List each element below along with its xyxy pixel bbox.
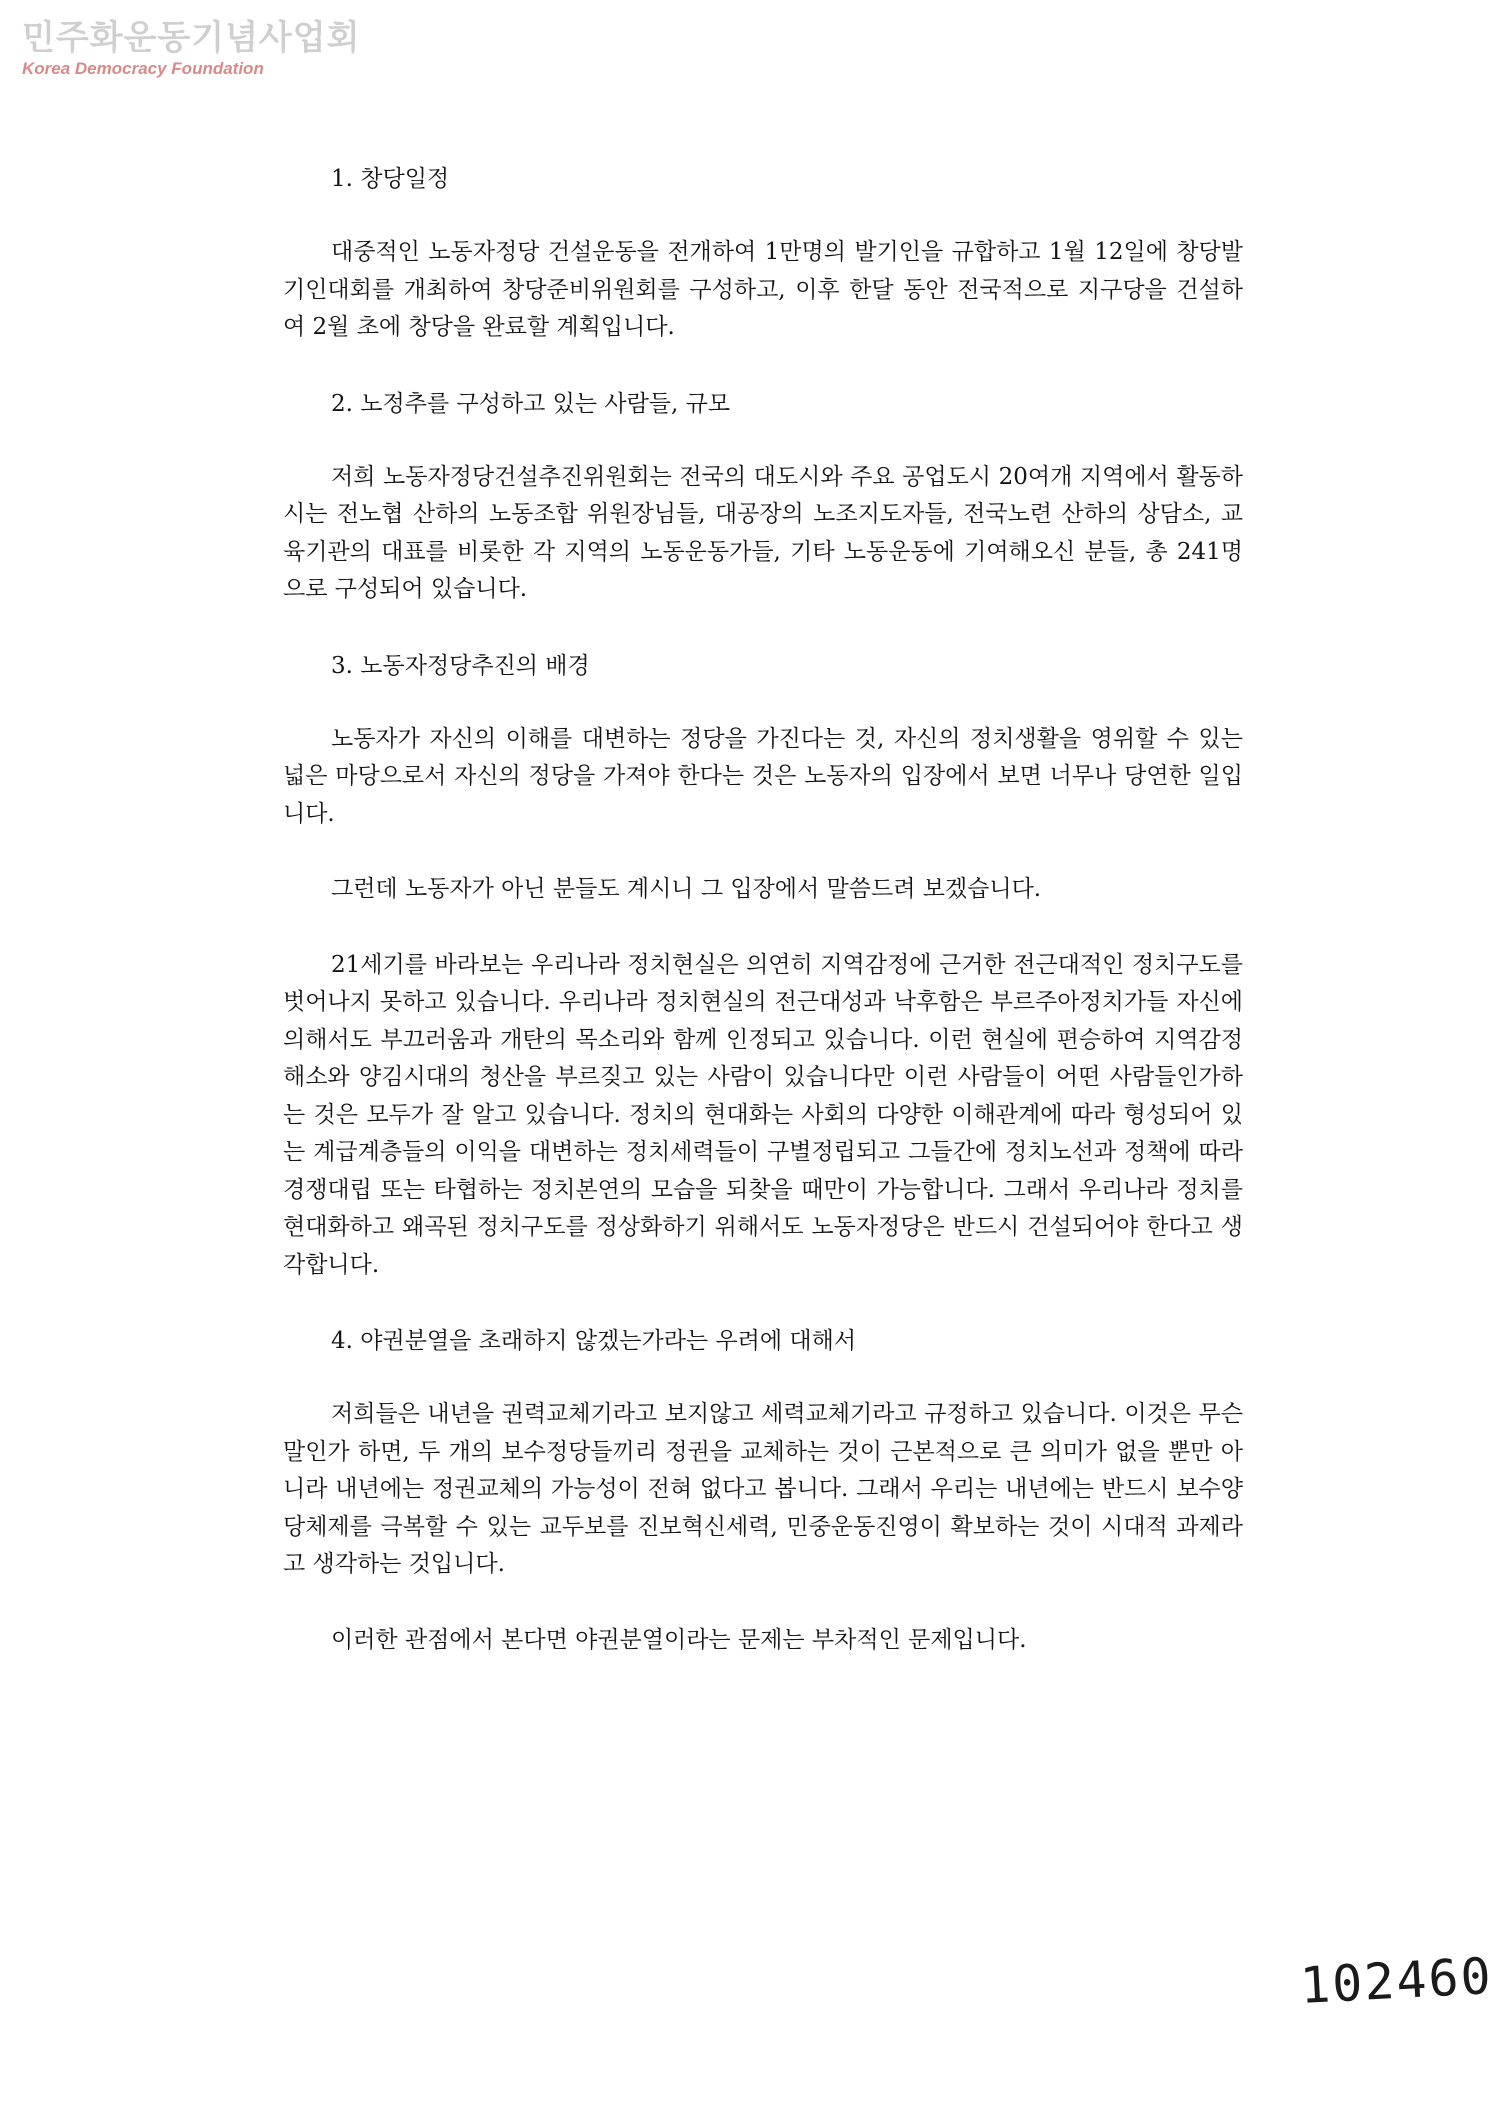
watermark-logo [22,18,361,88]
document-body [283,160,1243,1659]
watermark-english: Korea Democracy Foundation [22,59,264,78]
section-heading-2: 2. 노정추를 구성하고 있는 사람들, 규모 [331,390,731,417]
section-2-paragraph-1: 저희 노동자정당건설추진위원회는 전국의 대도시와 주요 공업도시 20여개 지역에서 활동하시는 전노협 산하의 노동조합 위원장님들, 대공장의 노조지도자들, 전국노련 산하의 상담소, 교육기관의 대표를 비롯한 각 지역의 노동운동가들, 기타 노동운동에 기여해오신 분들, 총 241명으로 구성되어 있습니다. [283,463,1243,602]
section-4-paragraph-1: 저희들은 내년을 권력교체기라고 보지않고 세력교체기라고 규정하고 있습니다. 이것은 무슨 말인가 하면, 두 개의 보수정당들끼리 정권을 교체하는 것이 근본적으로 큰 의미가 없을 뿐만 아니라 내년에는 정권교체의 가능성이 전혀 없다고 봅니다. 그래서 우리는 내년에는 반드시 보수양당체제를 극복할 수 있는 교두보를 진보혁신세력, 민중운동진영이 확보하는 것이 시대적 과제라고 생각하는 것입니다. [283,1401,1243,1577]
section-heading-1: 1. 창당일정 [331,166,450,192]
section-1-paragraph-1: 대중적인 노동자정당 건설운동을 전개하여 1만명의 발기인을 규합하고 1월 12일에 창당발기인대회를 개최하여 창당준비위원회를 구성하고, 이후 한달 동안 전국적으로 지구당을 건설하여 2월 초에 창당을 완료할 계획입니다. [283,239,1243,340]
section-heading-3: 3. 노동자정당추진의 배경 [331,652,590,679]
section-3-paragraph-2: 그런데 노동자가 아닌 분들도 계시니 그 입장에서 말씀드려 보겠습니다. [331,876,1042,902]
section-4-paragraph-2: 이러한 관점에서 본다면 야권분열이라는 문제는 부차적인 문제입니다. [331,1626,1027,1653]
section-heading-4: 4. 야권분열을 초래하지 않겠는가라는 우려에 대해서 [331,1328,857,1354]
section-3-paragraph-1: 노동자가 자신의 이해를 대변하는 정당을 가진다는 것, 자신의 정치생활을 영위할 수 있는 넓은 마당으로서 자신의 정당을 가져야 한다는 것은 노동자의 입장에서 보면 너무나 당연한 일입니다. [283,725,1243,827]
handwritten-page-number: 102460 [1298,1946,1495,2016]
section-3-paragraph-3: 21세기를 바라보는 우리나라 정치현실은 의연히 지역감정에 근거한 전근대적인 정치구도를 벗어나지 못하고 있습니다. 우리나라 정치현실의 전근대성과 낙후함은 부르주아정치가들 자신에 의해서도 부끄러움과 개탄의 목소리와 함께 인정되고 있습니다. 이런 현실에 편승하여 지역감정 해소와 양김시대의 청산을 부르짖고 있는 사람이 있습니다만 이런 사람들이 어떤 사람들인가하는 것은 모두가 잘 알고 있습니다. 정치의 현대화는 사회의 다양한 이해관계에 따라 형성되어 있는 계급계층들의 이익을 대변하는 정치세력들이 구별정립되고 그들간에 정치노선과 정책에 따라 경쟁대립 또는 타협하는 정치본연의 모습을 되찾을 때만이 가능합니다. 그래서 우리나라 정치를 현대화하고 왜곡된 정치구도를 정상화하기 위해서도 노동자정당은 반드시 건설되어야 한다고 생각합니다. [283,951,1243,1278]
watermark-korean: 민주화운동기념사업회 [22,18,361,58]
